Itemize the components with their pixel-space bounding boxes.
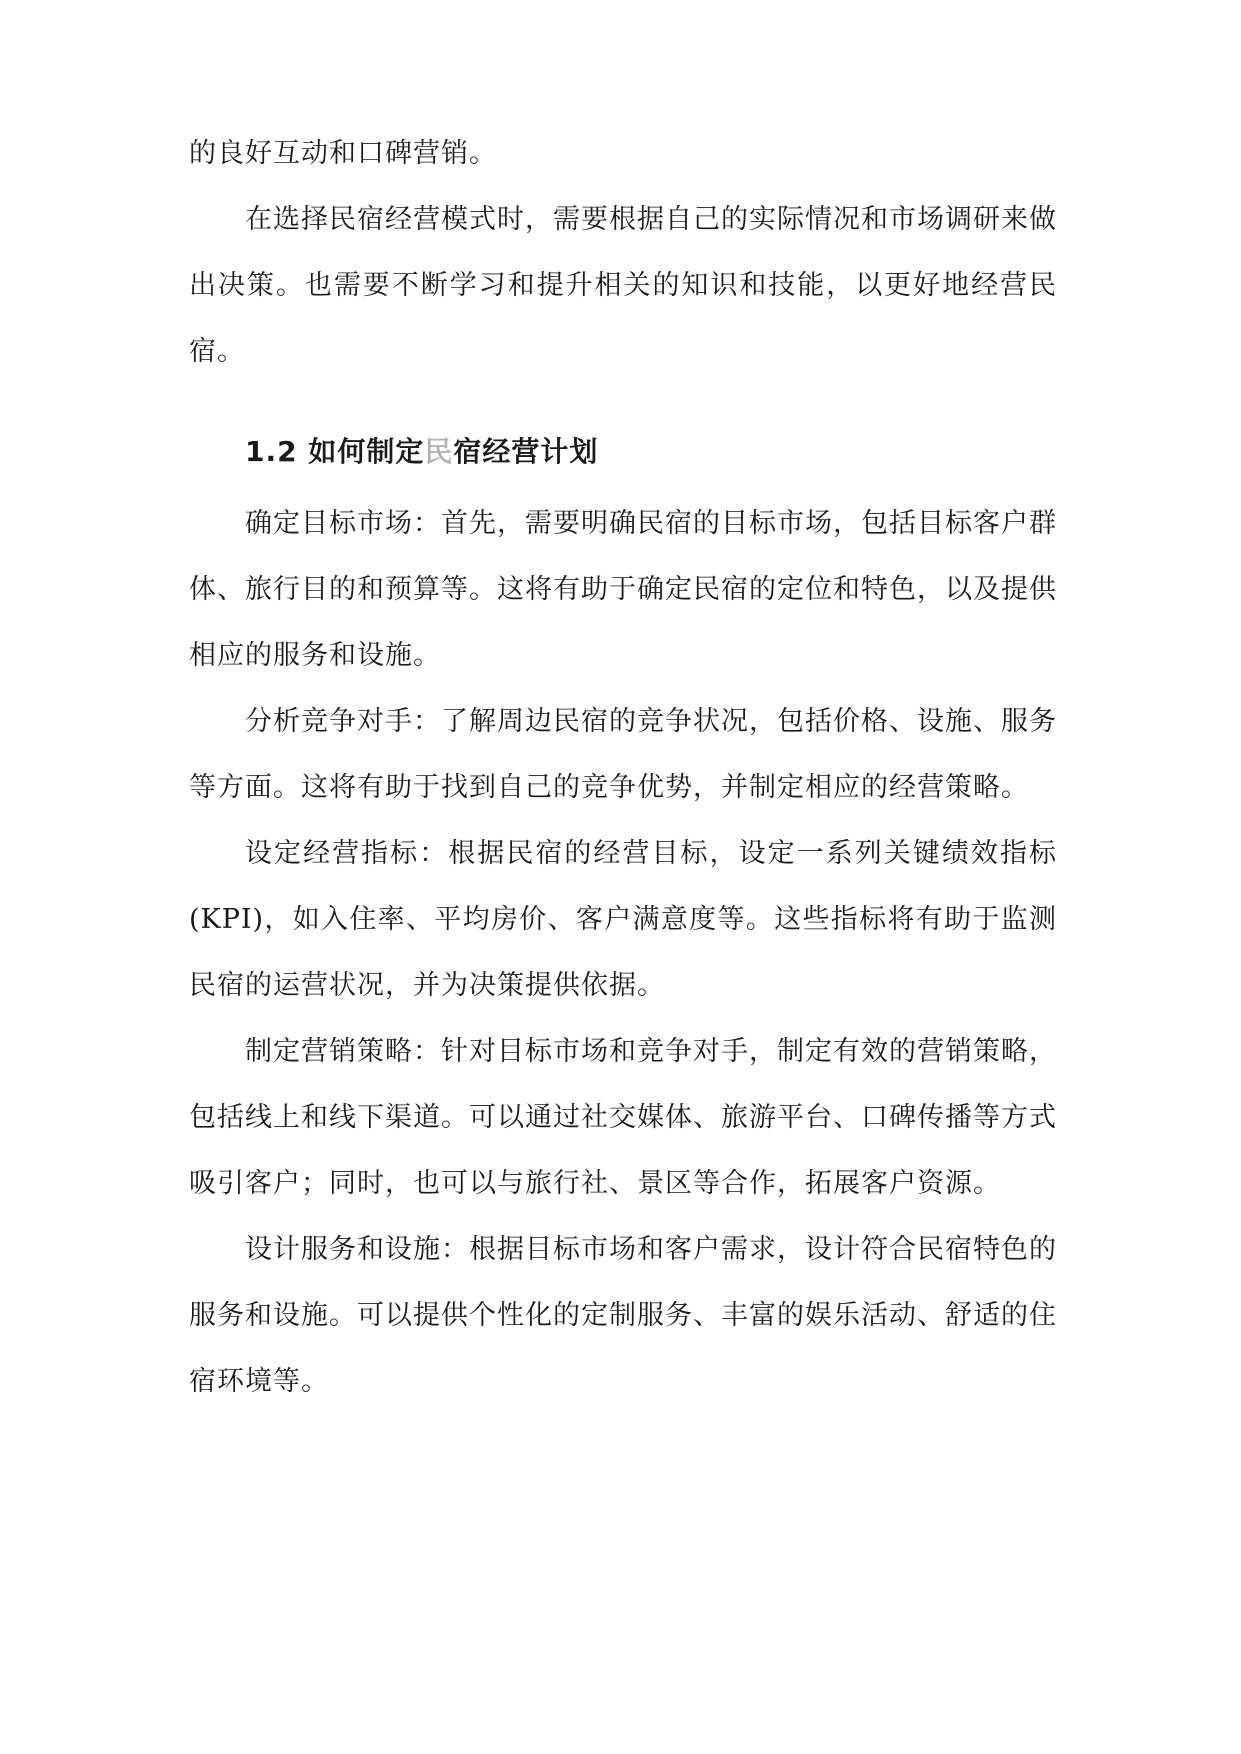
paragraph-business-model-choice: 在选择民宿经营模式时，需要根据自己的实际情况和市场调研来做出决策。也需要不断学习和提升相关的知识和技能，以更好地经营民宿。: [189, 204, 1057, 367]
paragraph-continuation: 的良好互动和口碑营销。: [189, 138, 497, 169]
paragraph-kpi: 设定经营指标：根据民宿的经营目标，设定一系列关键绩效指标(KPI)，如入住率、平均房价、客户满意度等。这些指标将有助于监测民宿的运营状况，并为决策提供依据。: [189, 838, 1057, 1001]
heading-text-part3: 宿经营计划: [453, 435, 599, 468]
paragraph-competitor-analysis: 分析竞争对手：了解周边民宿的竞争状况，包括价格、设施、服务等方面。这将有助于找到自己的竞争优势，并制定相应的经营策略。: [189, 706, 1057, 803]
section-heading: [245, 432, 598, 472]
paragraph-services-facilities: 设计服务和设施：根据目标市场和客户需求，设计符合民宿特色的服务和设施。可以提供个性化的定制服务、丰富的娱乐活动、舒适的住宿环境等。: [189, 1234, 1057, 1397]
paragraph-marketing-strategy: 制定营销策略：针对目标市场和竞争对手，制定有效的营销策略，包括线上和线下渠道。可以通过社交媒体、旅游平台、口碑传播等方式吸引客户；同时，也可以与旅行社、景区等合作，拓展客户资源。: [189, 1036, 1057, 1199]
paragraph-target-market: 确定目标市场：首先，需要明确民宿的目标市场，包括目标客户群体、旅行目的和预算等。这将有助于确定民宿的定位和特色，以及提供相应的服务和设施。: [189, 508, 1057, 671]
heading-text-part1: 1.2 如何制定: [245, 435, 425, 468]
heading-text-highlight: 民: [424, 435, 454, 468]
